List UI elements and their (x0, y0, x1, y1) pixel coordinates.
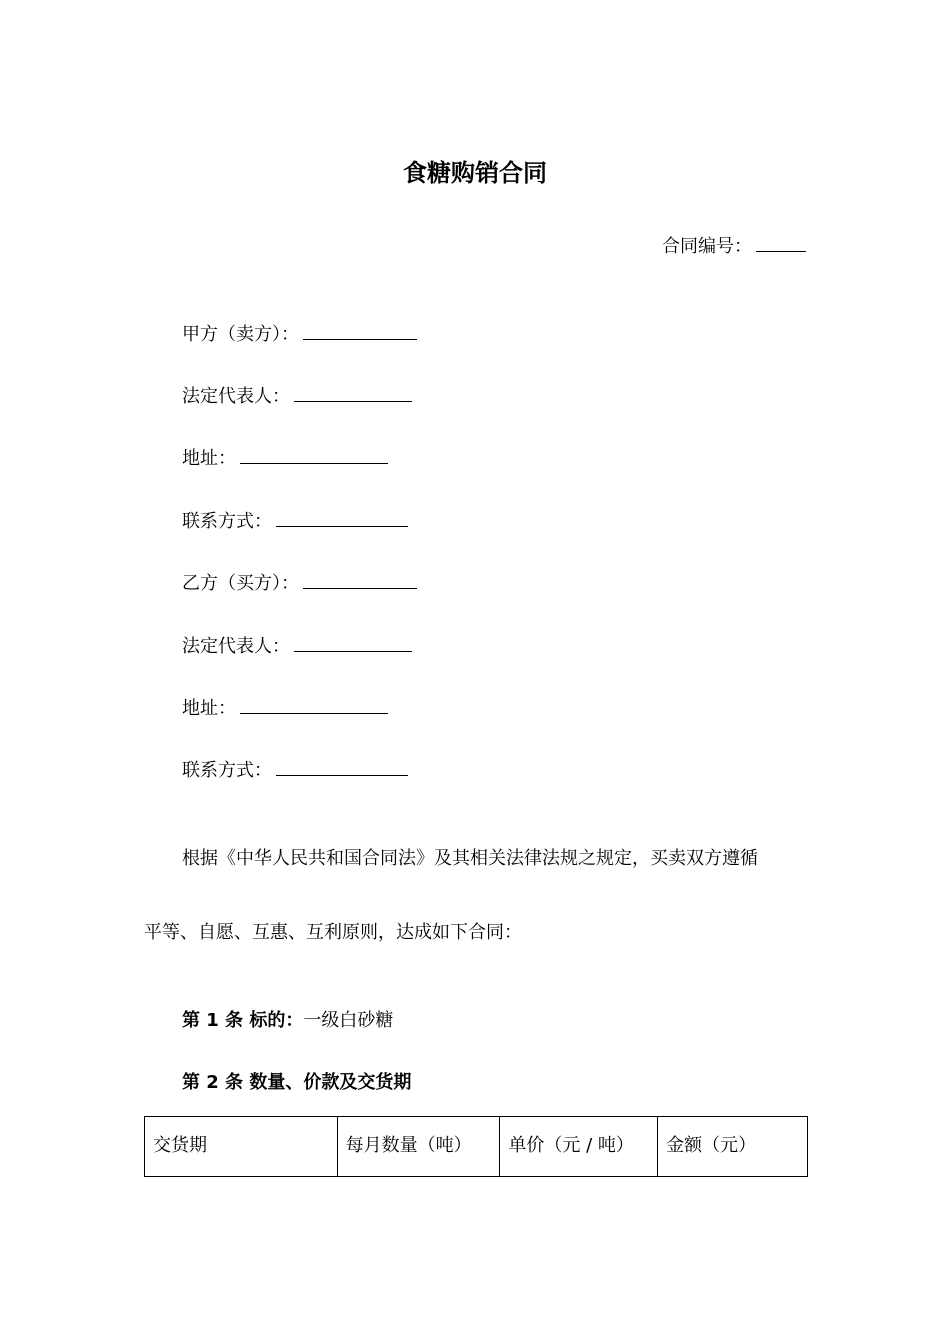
party-a-line (182, 320, 417, 346)
party-a-blank (303, 321, 417, 340)
party-b-label: 乙方（买方）： (182, 573, 299, 594)
party-b-address-blank (240, 695, 388, 714)
header-delivery-period: 交货期 (145, 1117, 338, 1177)
party-a-contact-label: 联系方式： (182, 511, 272, 532)
header-monthly-quantity: 每月数量（吨） (337, 1117, 500, 1177)
party-b-contact-label: 联系方式： (182, 760, 272, 781)
article-1 (182, 1006, 393, 1032)
article-1-body: 一级白砂糖 (303, 1010, 394, 1031)
party-b-line (182, 569, 417, 595)
party-a-rep-line (182, 382, 412, 408)
party-a-label: 甲方（卖方）： (182, 324, 299, 345)
party-b-address-line (182, 694, 388, 720)
preamble-line-1: 根据《中华人民共和国合同法》及其相关法律法规之规定，买卖双方遵循 (182, 848, 758, 869)
contract-number-line (662, 232, 806, 258)
contract-number-blank (756, 233, 806, 252)
document-title: 食糖购销合同 (403, 159, 547, 187)
party-a-contact-blank (276, 508, 408, 527)
party-a-address-label: 地址： (182, 448, 236, 469)
header-amount: 金额（元） (658, 1117, 808, 1177)
contract-number-label: 合同编号： (662, 236, 752, 257)
party-b-rep-line (182, 632, 412, 658)
header-unit-price: 单价（元 / 吨） (500, 1117, 658, 1177)
party-a-contact-line (182, 507, 408, 533)
party-b-rep-label: 法定代表人： (182, 636, 290, 657)
party-a-rep-blank (294, 383, 412, 402)
quantity-price-table (144, 1116, 808, 1177)
party-a-address-line (182, 444, 388, 470)
party-b-address-label: 地址： (182, 698, 236, 719)
party-b-contact-blank (276, 757, 408, 776)
party-b-contact-line (182, 756, 408, 782)
party-b-blank (303, 570, 417, 589)
preamble-line-2: 平等、自愿、互惠、互利原则，达成如下合同： (144, 922, 522, 943)
party-b-rep-blank (294, 633, 412, 652)
party-a-rep-label: 法定代表人： (182, 386, 290, 407)
article-2 (182, 1068, 411, 1094)
article-1-heading: 第 1 条 标的： (182, 1010, 304, 1031)
table-header-row (145, 1117, 808, 1177)
party-a-address-blank (240, 445, 388, 464)
article-2-heading: 第 2 条 数量、价款及交货期 (182, 1072, 412, 1093)
